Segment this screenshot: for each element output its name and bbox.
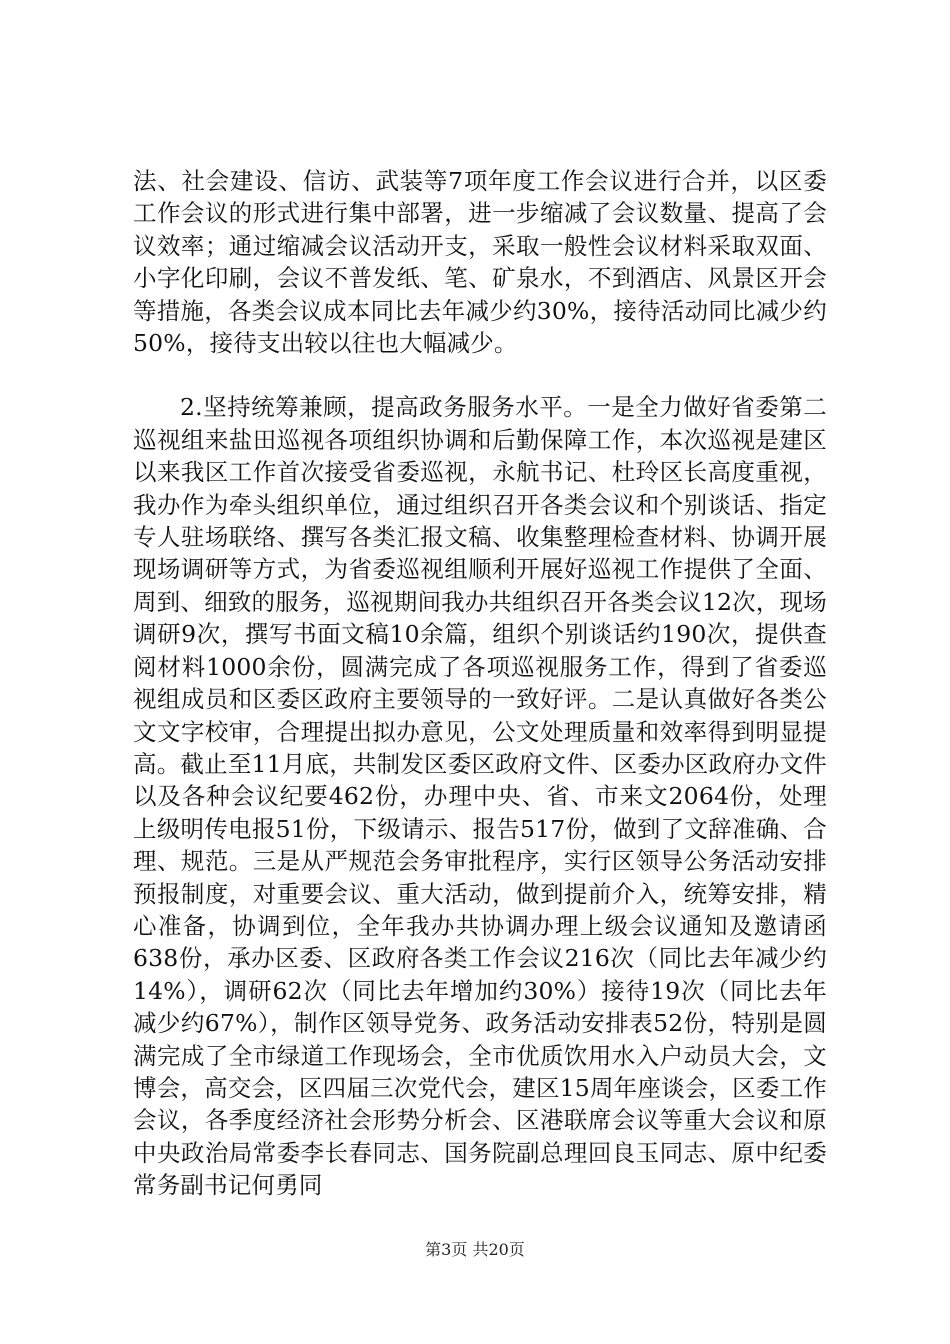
- paragraph-section-2: 2.坚持统筹兼顾，提高政务服务水平。一是全力做好省委第二巡视组来盐田巡视各项组织协调和后勤保障工作，本次巡视是建区以来我区工作首次接受省委巡视，永航书记、杜玲区长高度重视，我办作为牵头组织单位，通过组织召开各类会议和个别谈话、指定专人驻场联络、撰写各类汇报文稿、收集整理检查材料、协调开展现场调研等方式，为省委巡视组顺利开展好巡视工作提供了全面、周到、细致的服务，巡视期间我办共组织召开各类会议12次，现场调研9次，撰写书面文稿10余篇，组织个别谈话约190次，提供查阅材料1000余份，圆满完成了各项巡视服务工作，得到了省委巡视组成员和区委区政府主要领导的一致好评。二是认真做好各类公文文字校审，合理提出拟办意见，公文处理质量和效率得到明显提高。截止至11月底，共制发区委区政府文件、区委办区政府办文件以及各种会议纪要462份，办理中央、省、市来文2064份，处理上级明传电报51份，下级请示、报告517份，做到了文辞准确、合理、规范。三是从严规范会务审批程序，实行区领导公务活动安排预报制度，对重要会议、重大活动，做到提前介入，统筹安排，精心准备，协调到位，全年我办共协调办理上级会议通知及邀请函638份，承办区委、区政府各类工作会议216次（同比去年减少约14%），调研62次（同比去年增加约30%）接待19次（同比去年减少约67%），制作区领导党务、政务活动安排表52份，特别是圆满完成了全市绿道工作现场会，全市优质饮用水入户动员大会，文博会，高交会，区四届三次党代会，建区15周年座谈会，区委工作会议，各季度经济社会形势分析会、区港联席会议等重大会议和原中央政治局常委李长春同志、国务院副总理回良玉同志、原中纪委常务副书记何勇同: [133, 393, 827, 1200]
- paragraph-continuation: 法、社会建设、信访、武装等7项年度工作会议进行合并，以区委工作会议的形式进行集中部署，进一步缩减了会议数量、提高了会议效率；通过缩减会议活动开支，采取一般性会议材料采取双面、小字化印刷，会议不普发纸、笔、矿泉水，不到酒店、风景区开会等措施，各类会议成本同比去年减少约30%，接待活动同比减少约50%，接待支出较以往也大幅减少。: [133, 167, 827, 358]
- page-footer: 第3页 共20页: [425, 1240, 525, 1259]
- body-text: [133, 165, 827, 1202]
